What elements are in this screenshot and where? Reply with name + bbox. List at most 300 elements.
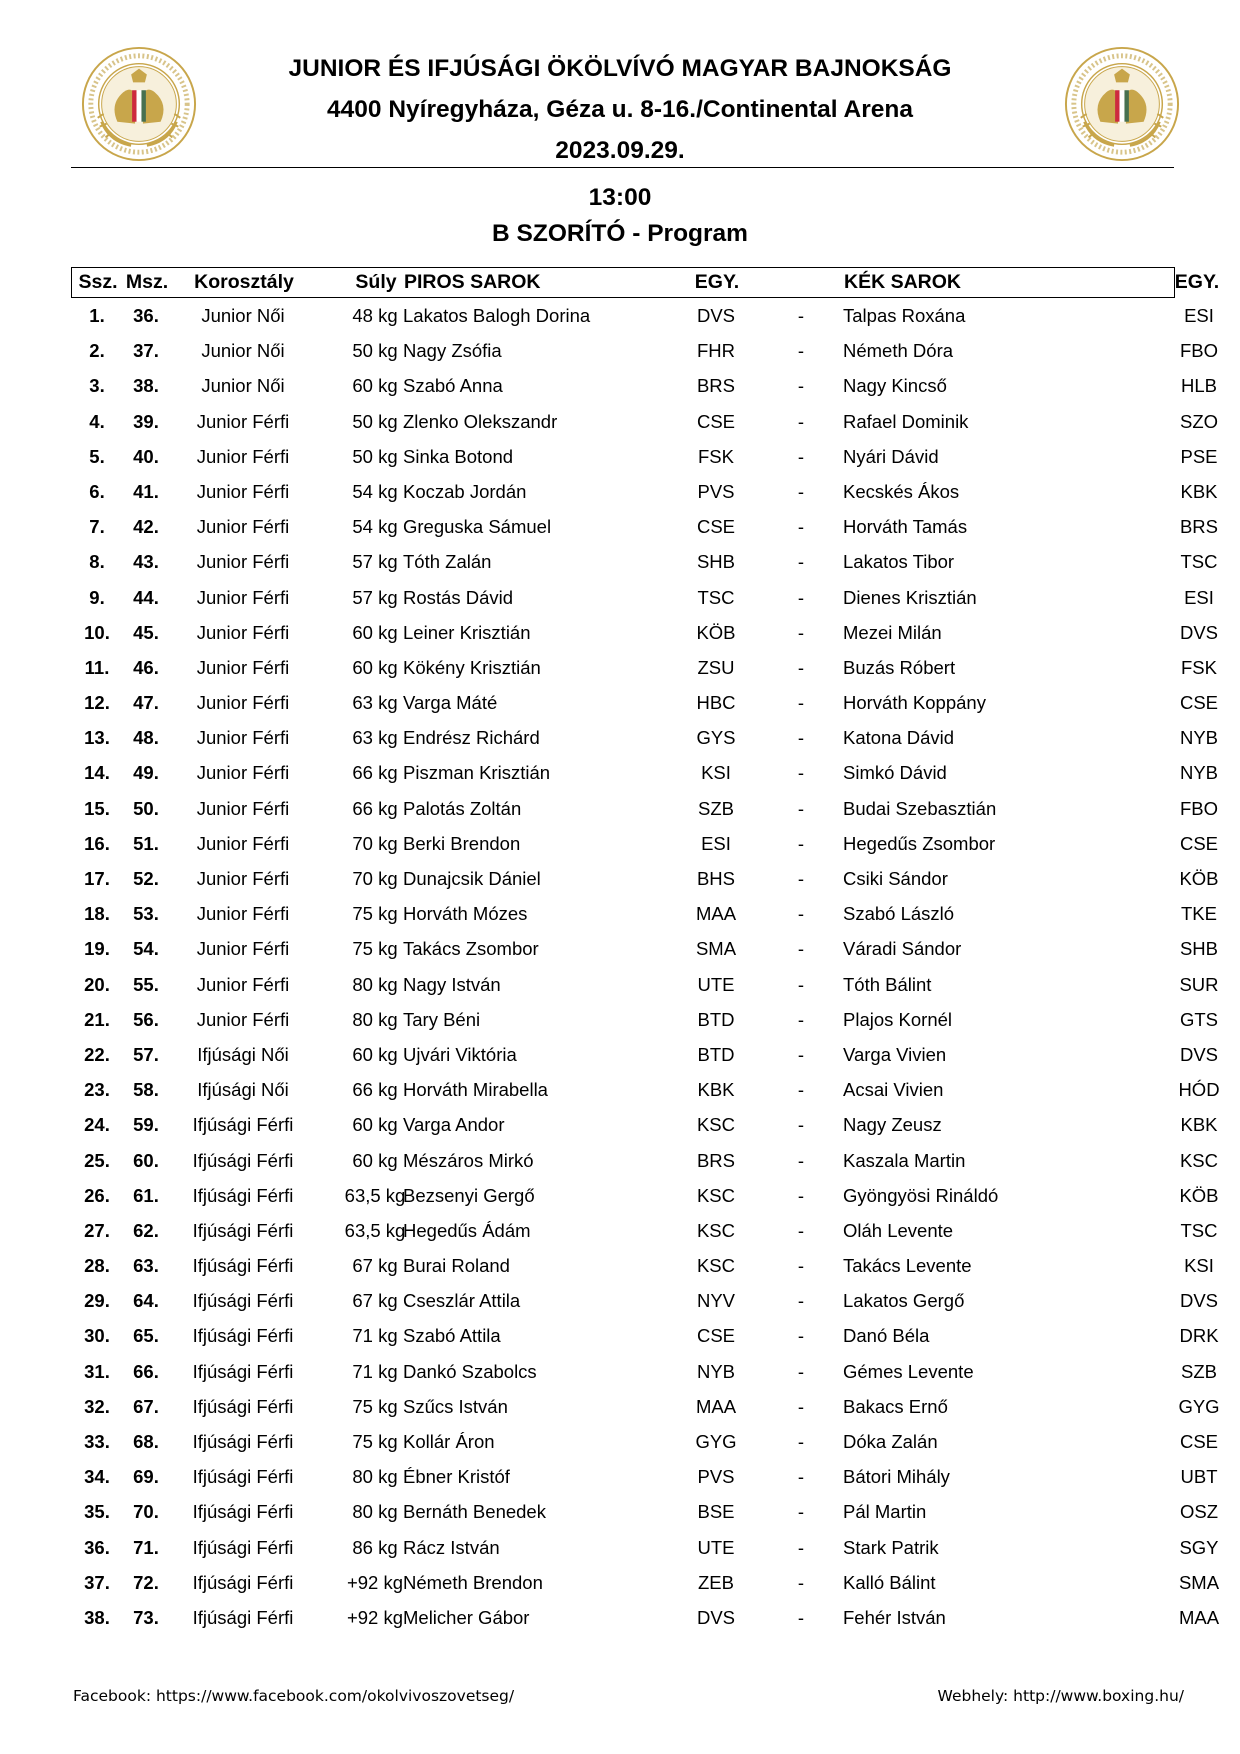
- row-kek-name: Rafael Dominik: [843, 410, 969, 432]
- row-piros-club: DVS: [696, 1606, 736, 1628]
- row-ssz: 14.: [84, 762, 110, 784]
- row-ssz: 10.: [84, 621, 110, 643]
- row-suly: 60 kg: [352, 1043, 398, 1065]
- table-row: [71, 826, 1219, 861]
- table-row: [71, 1600, 1220, 1635]
- row-ssz: 15.: [84, 797, 110, 819]
- row-piros-name: Sinka Botond: [403, 445, 514, 467]
- row-ssz: 25.: [84, 1149, 110, 1171]
- row-kek-name: Németh Dóra: [843, 340, 954, 362]
- row-piros-club: BSE: [697, 1501, 735, 1523]
- row-piros-name: Cseszlár Attila: [403, 1290, 521, 1312]
- row-separator: -: [797, 551, 805, 573]
- row-korosztaly: Junior Férfi: [196, 551, 290, 573]
- row-kek-club: UBT: [1180, 1466, 1218, 1488]
- row-msz: 65.: [133, 1325, 159, 1347]
- row-msz: 36.: [133, 305, 159, 326]
- row-piros-name: Melicher Gábor: [403, 1606, 530, 1628]
- row-ssz: 11.: [84, 656, 110, 678]
- row-suly: 48 kg: [352, 305, 398, 326]
- row-separator: -: [797, 903, 805, 925]
- row-piros-name: Nagy Zsófia: [403, 340, 502, 362]
- event-date: 2023.09.29.: [555, 137, 685, 164]
- header-piros-egy: EGY.: [694, 271, 740, 293]
- table-row: [71, 439, 1218, 474]
- row-piros-club: UTE: [697, 1536, 735, 1558]
- row-kek-name: Talpas Roxána: [843, 305, 966, 326]
- row-separator: -: [797, 1043, 805, 1065]
- row-msz: 54.: [133, 938, 159, 960]
- row-suly: 60 kg: [352, 1114, 398, 1136]
- row-ssz: 2.: [89, 340, 105, 362]
- table-row: [71, 1354, 1217, 1389]
- table-row: [71, 755, 1219, 790]
- row-piros-club: FHR: [696, 340, 736, 362]
- row-piros-name: Horváth Mirabella: [403, 1079, 548, 1101]
- row-piros-name: Kökény Krisztián: [403, 656, 541, 678]
- row-ssz: 27.: [84, 1219, 110, 1241]
- row-piros-name: Dunajcsik Dániel: [403, 868, 541, 889]
- row-kek-name: Kecskés Ákos: [843, 480, 960, 502]
- row-korosztaly: Ifjúsági Férfi: [192, 1114, 294, 1136]
- row-kek-name: Mezei Milán: [843, 621, 942, 643]
- row-piros-club: BRS: [696, 375, 736, 397]
- row-piros-name: Ujvári Viktória: [403, 1043, 517, 1065]
- row-msz: 61.: [133, 1184, 159, 1206]
- row-ssz: 28.: [84, 1255, 110, 1277]
- row-msz: 56.: [133, 1008, 159, 1030]
- row-kek-club: SUR: [1179, 973, 1219, 995]
- row-piros-club: GYG: [695, 1431, 737, 1452]
- row-separator: -: [797, 868, 805, 889]
- session-time: 13:00: [588, 184, 652, 211]
- row-piros-name: Bezsenyi Gergő: [403, 1184, 535, 1206]
- row-msz: 47.: [133, 692, 159, 714]
- table-header: [71, 267, 1220, 298]
- row-separator: -: [797, 797, 805, 819]
- table-row: [71, 650, 1217, 685]
- header-divider: [71, 167, 1174, 168]
- table-row: [71, 1565, 1220, 1600]
- row-separator: -: [797, 1431, 805, 1452]
- table-row: [71, 720, 1219, 755]
- row-separator: -: [797, 1360, 805, 1382]
- row-piros-name: Szűcs István: [403, 1395, 508, 1417]
- row-kek-club: TSC: [1180, 1219, 1218, 1241]
- row-ssz: 9.: [89, 586, 105, 608]
- row-kek-name: Danó Béla: [843, 1325, 930, 1347]
- table-row: [71, 580, 1214, 615]
- row-piros-club: SHB: [696, 551, 736, 573]
- row-korosztaly: Junior Férfi: [196, 621, 290, 643]
- row-kek-club: DVS: [1179, 1290, 1219, 1312]
- row-msz: 50.: [133, 797, 159, 819]
- row-suly: 75 kg: [352, 1431, 398, 1452]
- row-suly: 54 kg: [352, 480, 398, 502]
- row-korosztaly: Ifjúsági Férfi: [192, 1184, 294, 1206]
- row-kek-club: TSC: [1180, 551, 1218, 573]
- table-row: [71, 1459, 1218, 1494]
- row-msz: 66.: [133, 1360, 159, 1382]
- row-suly: 75 kg: [352, 938, 398, 960]
- row-ssz: 7.: [89, 516, 105, 538]
- row-separator: -: [797, 1079, 805, 1101]
- row-kek-name: Simkó Dávid: [843, 762, 947, 784]
- row-korosztaly: Junior Férfi: [196, 762, 290, 784]
- row-kek-name: Buzás Róbert: [843, 656, 956, 678]
- row-kek-club: SHB: [1179, 938, 1219, 960]
- row-kek-club: NYB: [1179, 727, 1219, 749]
- table-row: [71, 368, 1217, 403]
- row-separator: -: [797, 375, 805, 397]
- row-piros-name: Burai Roland: [403, 1255, 510, 1277]
- table-row: [71, 1389, 1220, 1424]
- row-ssz: 23.: [84, 1079, 110, 1101]
- row-piros-club: MAA: [695, 1395, 737, 1417]
- row-piros-club: CSE: [696, 516, 736, 538]
- row-suly: 67 kg: [352, 1255, 398, 1277]
- row-kek-name: Váradi Sándor: [843, 938, 962, 960]
- row-kek-club: GYG: [1178, 1395, 1220, 1417]
- row-kek-club: HLB: [1181, 375, 1217, 397]
- row-piros-name: Berki Brendon: [403, 832, 521, 854]
- row-msz: 69.: [133, 1466, 159, 1488]
- row-piros-club: UTE: [697, 973, 735, 995]
- row-kek-club: NYB: [1179, 762, 1219, 784]
- row-piros-name: Takács Zsombor: [403, 938, 539, 960]
- row-separator: -: [797, 305, 805, 326]
- row-suly: 80 kg: [352, 1466, 398, 1488]
- table-row: [71, 1178, 1219, 1213]
- row-separator: -: [797, 1571, 805, 1593]
- row-separator: -: [797, 1606, 805, 1628]
- row-korosztaly: Ifjúsági Férfi: [192, 1466, 294, 1488]
- table-row: [71, 1037, 1219, 1072]
- row-kek-club: DVS: [1179, 621, 1219, 643]
- row-kek-name: Lakatos Gergő: [843, 1290, 965, 1312]
- row-msz: 37.: [133, 340, 159, 362]
- row-ssz: 36.: [84, 1536, 110, 1558]
- row-ssz: 29.: [84, 1290, 110, 1312]
- row-kek-club: ESI: [1184, 305, 1214, 326]
- table-row: [71, 1318, 1219, 1353]
- row-msz: 40.: [133, 445, 159, 467]
- row-piros-club: KSI: [701, 762, 731, 784]
- row-ssz: 38.: [84, 1606, 110, 1628]
- row-piros-name: Palotás Zoltán: [403, 797, 522, 819]
- row-suly: 57 kg: [352, 586, 398, 608]
- row-msz: 52.: [133, 868, 159, 889]
- row-suly: 50 kg: [352, 340, 398, 362]
- row-piros-club: NYB: [696, 1360, 736, 1382]
- row-msz: 53.: [133, 903, 159, 925]
- row-kek-name: Tóth Bálint: [843, 973, 932, 995]
- row-suly: 54 kg: [352, 516, 398, 538]
- row-suly: 50 kg: [352, 410, 398, 432]
- header-kek-sarok: KÉK SAROK: [844, 271, 962, 293]
- row-ssz: 26.: [84, 1184, 110, 1206]
- row-suly: 80 kg: [352, 1008, 398, 1030]
- table-row: [71, 333, 1219, 368]
- row-korosztaly: Junior Női: [201, 305, 285, 326]
- row-separator: -: [797, 586, 805, 608]
- program-title: B SZORÍTÓ - Program: [492, 220, 748, 247]
- table-row: [71, 544, 1218, 579]
- row-korosztaly: Ifjúsági Férfi: [192, 1536, 294, 1558]
- row-kek-name: Stark Patrik: [843, 1536, 939, 1558]
- row-korosztaly: Ifjúsági Férfi: [192, 1290, 294, 1312]
- website-link: Webhely: http://www.boxing.hu/: [937, 1687, 1184, 1705]
- row-suly: 50 kg: [352, 445, 398, 467]
- row-piros-name: Rácz István: [403, 1536, 500, 1558]
- row-kek-club: DVS: [1179, 1043, 1219, 1065]
- row-kek-name: Acsai Vivien: [843, 1079, 944, 1101]
- table-row: [71, 1248, 1214, 1283]
- row-kek-name: Plajos Kornél: [843, 1008, 953, 1030]
- row-kek-name: Gyöngyösi Rináldó: [843, 1184, 999, 1206]
- row-ssz: 21.: [84, 1008, 110, 1030]
- row-kek-name: Katona Dávid: [843, 727, 955, 749]
- row-piros-club: SZB: [698, 797, 734, 819]
- row-kek-name: Lakatos Tibor: [843, 551, 955, 573]
- row-ssz: 13.: [84, 727, 110, 749]
- row-ssz: 18.: [84, 903, 110, 925]
- row-piros-club: CSE: [696, 1325, 736, 1347]
- row-piros-club: KSC: [696, 1184, 736, 1206]
- document-header: [0, 48, 1240, 171]
- row-kek-club: FBO: [1179, 340, 1219, 362]
- row-ssz: 20.: [84, 973, 110, 995]
- row-kek-club: KÖB: [1179, 1184, 1219, 1206]
- row-msz: 70.: [133, 1501, 159, 1523]
- row-kek-name: Oláh Levente: [843, 1219, 954, 1241]
- row-suly: 66 kg: [352, 762, 398, 784]
- row-separator: -: [797, 480, 805, 502]
- row-piros-club: PVS: [697, 480, 735, 502]
- row-kek-name: Bakacs Ernő: [843, 1395, 948, 1417]
- row-piros-club: PVS: [697, 1466, 735, 1488]
- row-piros-name: Varga Andor: [403, 1114, 505, 1136]
- row-kek-name: Hegedűs Zsombor: [843, 832, 996, 854]
- row-ssz: 1.: [89, 305, 105, 326]
- row-piros-club: GYS: [696, 727, 736, 749]
- row-kek-club: FSK: [1181, 656, 1217, 678]
- row-piros-name: Tary Béni: [403, 1008, 481, 1030]
- row-korosztaly: Junior Női: [201, 375, 285, 397]
- row-msz: 45.: [133, 621, 159, 643]
- row-suly: 70 kg: [352, 832, 398, 854]
- row-kek-club: FBO: [1179, 797, 1219, 819]
- event-title: JUNIOR ÉS IFJÚSÁGI ÖKÖLVÍVÓ MAGYAR BAJNOKSÁG: [288, 55, 952, 82]
- row-separator: -: [797, 973, 805, 995]
- row-separator: -: [797, 762, 805, 784]
- row-separator: -: [797, 1290, 805, 1312]
- row-separator: -: [797, 1114, 805, 1136]
- row-korosztaly: Ifjúsági Férfi: [192, 1571, 294, 1593]
- row-korosztaly: Ifjúsági Férfi: [192, 1431, 294, 1452]
- row-kek-club: KBK: [1180, 480, 1218, 502]
- row-suly: 63,5 kg: [344, 1219, 406, 1241]
- table-row: [71, 791, 1219, 826]
- row-separator: -: [797, 938, 805, 960]
- table-row: [71, 1143, 1219, 1178]
- row-kek-club: SGY: [1179, 1536, 1219, 1558]
- row-msz: 63.: [133, 1255, 159, 1277]
- table-row: [71, 1283, 1219, 1318]
- row-msz: 67.: [133, 1395, 159, 1417]
- row-piros-club: BRS: [696, 1149, 736, 1171]
- row-piros-name: Piszman Krisztián: [403, 762, 551, 784]
- row-msz: 43.: [133, 551, 159, 573]
- row-ssz: 24.: [84, 1114, 110, 1136]
- row-suly: +92 kg: [346, 1571, 404, 1593]
- row-korosztaly: Ifjúsági Női: [197, 1043, 289, 1065]
- row-piros-club: KSC: [696, 1255, 736, 1277]
- row-separator: -: [797, 1325, 805, 1347]
- row-msz: 44.: [133, 586, 159, 608]
- row-piros-club: TSC: [697, 586, 735, 608]
- row-ssz: 12.: [84, 692, 110, 714]
- row-korosztaly: Junior Férfi: [196, 797, 290, 819]
- row-piros-club: KÖB: [696, 621, 736, 643]
- row-korosztaly: Junior Férfi: [196, 410, 290, 432]
- row-msz: 49.: [133, 762, 159, 784]
- row-piros-name: Szabó Anna: [403, 375, 503, 397]
- table-row: [71, 474, 1218, 509]
- row-suly: 60 kg: [352, 1149, 398, 1171]
- row-kek-name: Nyári Dávid: [843, 445, 939, 467]
- row-msz: 46.: [133, 656, 159, 678]
- row-ssz: 5.: [89, 445, 105, 467]
- row-separator: -: [797, 832, 805, 854]
- row-msz: 51.: [133, 832, 159, 854]
- row-ssz: 6.: [89, 480, 105, 502]
- row-piros-name: Tóth Zalán: [403, 551, 492, 573]
- row-kek-name: Dienes Krisztián: [843, 586, 977, 608]
- row-suly: 60 kg: [352, 375, 398, 397]
- row-kek-club: HÓD: [1178, 1079, 1220, 1101]
- row-kek-name: Horváth Koppány: [843, 692, 986, 714]
- row-separator: -: [797, 656, 805, 678]
- table-row: [71, 896, 1217, 931]
- row-ssz: 34.: [84, 1466, 110, 1488]
- table-row: [71, 1530, 1219, 1565]
- row-korosztaly: Ifjúsági Férfi: [192, 1219, 294, 1241]
- table-row: [71, 685, 1219, 720]
- row-kek-name: Dóka Zalán: [843, 1431, 938, 1452]
- row-korosztaly: Junior Férfi: [196, 903, 290, 925]
- row-separator: -: [797, 1184, 805, 1206]
- row-piros-club: KBK: [697, 1079, 735, 1101]
- row-suly: 71 kg: [352, 1360, 398, 1382]
- row-korosztaly: Ifjúsági Férfi: [192, 1395, 294, 1417]
- row-piros-name: Nagy István: [403, 973, 501, 995]
- table-row: [71, 615, 1219, 650]
- row-kek-name: Gémes Levente: [843, 1360, 974, 1382]
- row-ssz: 22.: [84, 1043, 110, 1065]
- row-msz: 41.: [133, 480, 159, 502]
- row-piros-name: Dankó Szabolcs: [403, 1360, 537, 1382]
- row-kek-club: SZO: [1179, 410, 1219, 432]
- row-msz: 58.: [133, 1079, 159, 1101]
- row-piros-name: Mészáros Mirkó: [403, 1149, 534, 1171]
- row-kek-club: CSE: [1179, 692, 1219, 714]
- row-ssz: 30.: [84, 1325, 110, 1347]
- table-row: [71, 298, 1214, 333]
- row-kek-club: MAA: [1178, 1606, 1220, 1628]
- row-ssz: 8.: [89, 551, 105, 573]
- facebook-link: Facebook: https://www.facebook.com/okolvivoszovetseg/: [73, 1687, 515, 1705]
- row-suly: 63,5 kg: [344, 1184, 406, 1206]
- row-kek-club: KSC: [1179, 1149, 1219, 1171]
- row-piros-club: CSE: [696, 410, 736, 432]
- row-kek-name: Kalló Bálint: [843, 1571, 936, 1593]
- row-suly: 75 kg: [352, 1395, 398, 1417]
- row-kek-club: SZB: [1181, 1360, 1217, 1382]
- row-kek-club: CSE: [1179, 832, 1219, 854]
- row-kek-name: Takács Levente: [843, 1255, 972, 1277]
- row-piros-name: Szabó Attila: [403, 1325, 501, 1347]
- row-piros-club: MAA: [695, 903, 737, 925]
- row-kek-club: SMA: [1178, 1571, 1220, 1593]
- row-piros-name: Varga Máté: [403, 692, 498, 714]
- row-piros-club: BTD: [697, 1043, 735, 1065]
- row-korosztaly: Junior Férfi: [196, 445, 290, 467]
- row-kek-club: KÖB: [1179, 868, 1219, 889]
- row-piros-name: Ébner Kristóf: [403, 1466, 510, 1488]
- row-piros-club: ZSU: [697, 656, 735, 678]
- row-ssz: 3.: [89, 375, 105, 397]
- row-kek-club: BRS: [1179, 516, 1219, 538]
- row-kek-club: KBK: [1180, 1114, 1218, 1136]
- row-suly: 70 kg: [352, 868, 398, 889]
- row-msz: 38.: [133, 375, 159, 397]
- row-piros-club: BTD: [697, 1008, 735, 1030]
- row-ssz: 31.: [84, 1360, 110, 1382]
- row-suly: 75 kg: [352, 903, 398, 925]
- row-suly: 63 kg: [352, 692, 398, 714]
- row-msz: 55.: [133, 973, 159, 995]
- table-row: [71, 1072, 1220, 1107]
- row-piros-name: Rostás Dávid: [403, 586, 514, 608]
- row-piros-name: Endrész Richárd: [403, 727, 540, 749]
- row-korosztaly: Junior Férfi: [196, 727, 290, 749]
- row-msz: 60.: [133, 1149, 159, 1171]
- row-kek-name: Horváth Tamás: [843, 516, 968, 538]
- row-separator: -: [797, 410, 805, 432]
- row-msz: 68.: [133, 1431, 159, 1452]
- row-suly: 66 kg: [352, 797, 398, 819]
- row-korosztaly: Junior Férfi: [196, 586, 290, 608]
- row-separator: -: [797, 1008, 805, 1030]
- row-ssz: 35.: [84, 1501, 110, 1523]
- row-separator: -: [797, 727, 805, 749]
- row-ssz: 19.: [84, 938, 110, 960]
- row-ssz: 33.: [84, 1431, 110, 1452]
- row-kek-name: Kaszala Martin: [843, 1149, 966, 1171]
- table-row: [71, 1494, 1219, 1529]
- row-kek-name: Szabó László: [843, 903, 955, 925]
- row-separator: -: [797, 1395, 805, 1417]
- row-piros-club: ZEB: [698, 1571, 734, 1593]
- table-body: [71, 298, 1220, 1635]
- table-row: [71, 931, 1219, 966]
- row-msz: 72.: [133, 1571, 159, 1593]
- table-row: [71, 1107, 1218, 1142]
- table-row: [71, 509, 1219, 544]
- table-row: [71, 1002, 1219, 1037]
- row-korosztaly: Ifjúsági Női: [197, 1079, 289, 1101]
